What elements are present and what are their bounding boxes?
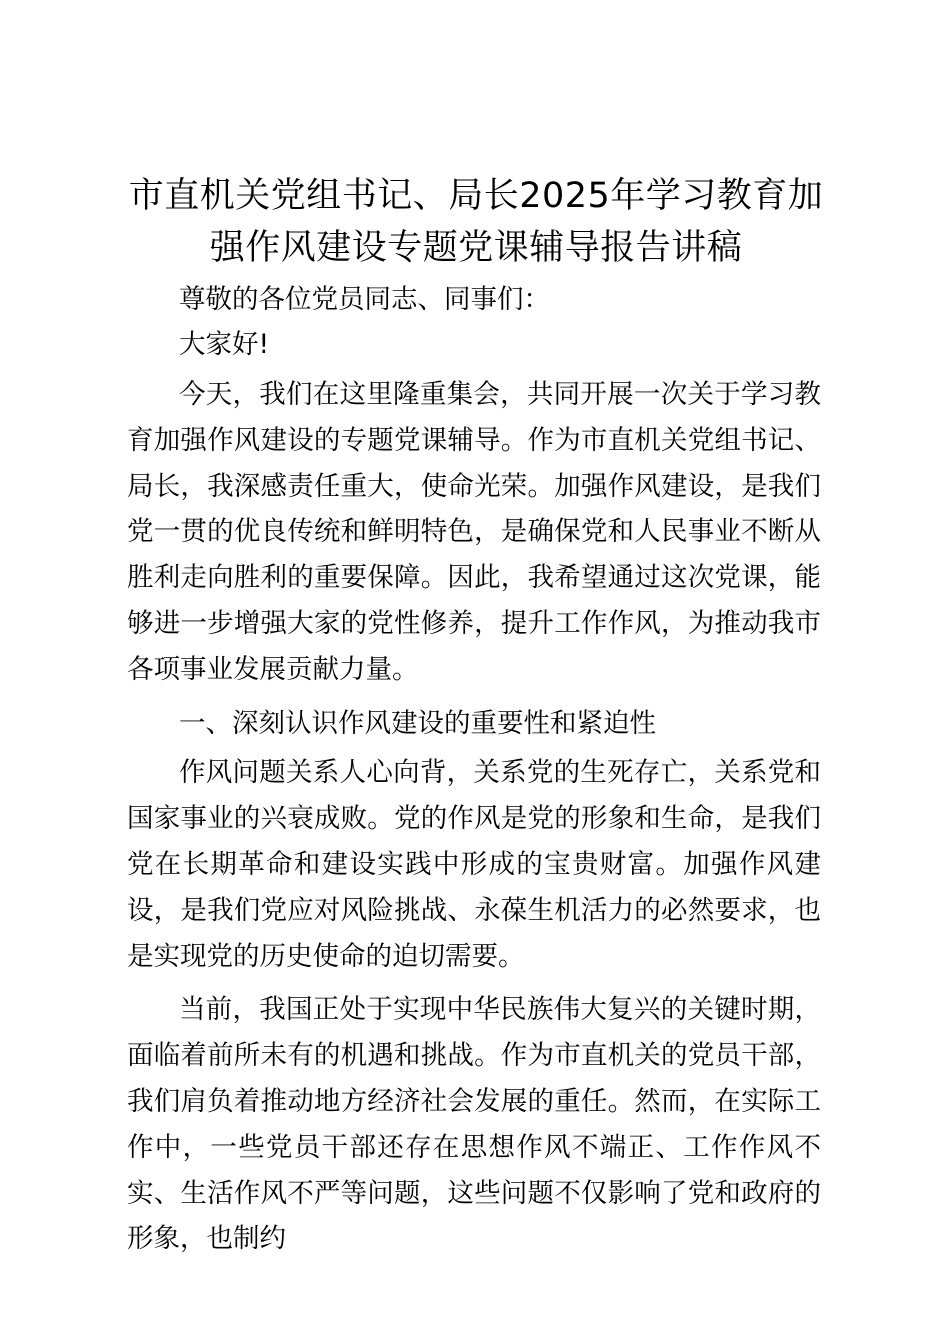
document-body xyxy=(127,278,821,1262)
document-title: 市直机关党组书记、局长2025年学习教育加强作风建设专题党课辅导报告讲稿 xyxy=(128,176,824,268)
intro-paragraph: 今天，我们在这里隆重集会，共同开展一次关于学习教育加强作风建设的专题党课辅导。作为市直机关党组书记、局长，我深感责任重大，使命光荣。加强作风建设，是我们党一贯的优良传统和鲜明特色，是确保党和人民事业不断从胜利走向胜利的重要保障。因此，我希望通过这次党课，能够进一步增强大家的党性修养，提升工作作风，为推动我市各项事业发展贡献力量。 xyxy=(127,379,821,685)
greeting: 大家好! xyxy=(179,329,270,360)
body-paragraph-2: 当前，我国正处于实现中华民族伟大复兴的关键时期，面临着前所未有的机遇和挑战。作为市直机关的党员干部，我们肩负着推动地方经济社会发展的重任。然而，在实际工作中，一些党员干部还存在思想作风不端正、工作作风不实、生活作风不严等问题，这些问题不仅影响了党和政府的形象，也制约 xyxy=(127,994,821,1255)
salutation: 尊敬的各位党员同志、同事们： xyxy=(179,284,550,315)
section-heading-1: 一、深刻认识作风建设的重要性和紧迫性 xyxy=(179,707,656,739)
body-paragraph-1: 作风问题关系人心向背，关系党的生死存亡，关系党和国家事业的兴衰成败。党的作风是党的形象和生命，是我们党在长期革命和建设实践中形成的宝贵财富。加强作风建设，是我们党应对风险挑战、永葆生机活力的必然要求，也是实现党的历史使命的迫切需要。 xyxy=(127,757,821,972)
